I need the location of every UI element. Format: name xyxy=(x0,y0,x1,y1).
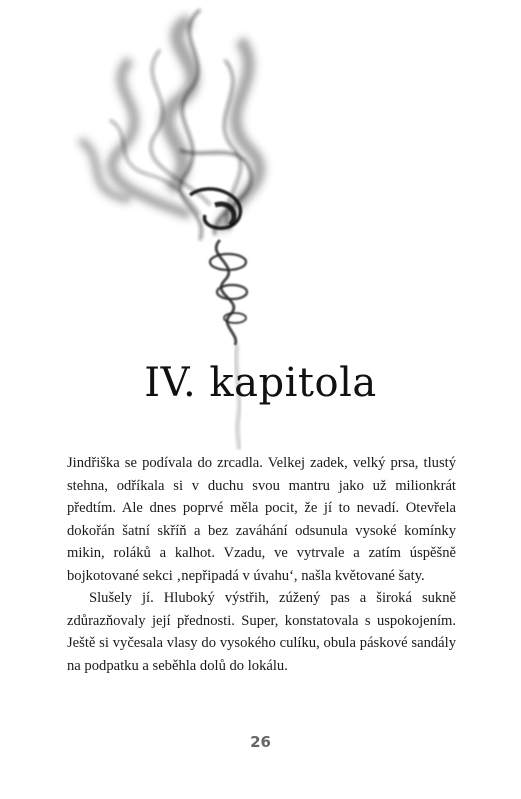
body-text xyxy=(67,452,456,677)
paragraph: Jindřiška se podívala do zrcadla. Velkej zadek, velký prsa, tlustý stehna, odříkala si v duchu svou mantru jako už milionkrát předtím. Ale dnes poprvé měla pocit, že jí to nevadí. Otevřela dokořán šatní skříň a bez zaváhání odsunula vysoké komínky mikin, roláků a kalhot. Vzadu, ve vytrvale a zatím úspěšně bojkotované sekci ‚nepřipadá v úvahu‘, našla květované šaty. xyxy=(67,455,456,584)
chapter-title: IV. kapitola xyxy=(144,359,377,406)
paragraph: Slušely jí. Hluboký výstřih, zúžený pas a široká sukně zdůrazňovaly její přednosti. Super, konstatovala s uspokojením. Ještě si vyčesala vlasy do vysokého culíku, obula páskové sandály na podpatku a seběhla dolů do lokálu. xyxy=(67,590,456,674)
page-number: 26 xyxy=(250,733,271,751)
